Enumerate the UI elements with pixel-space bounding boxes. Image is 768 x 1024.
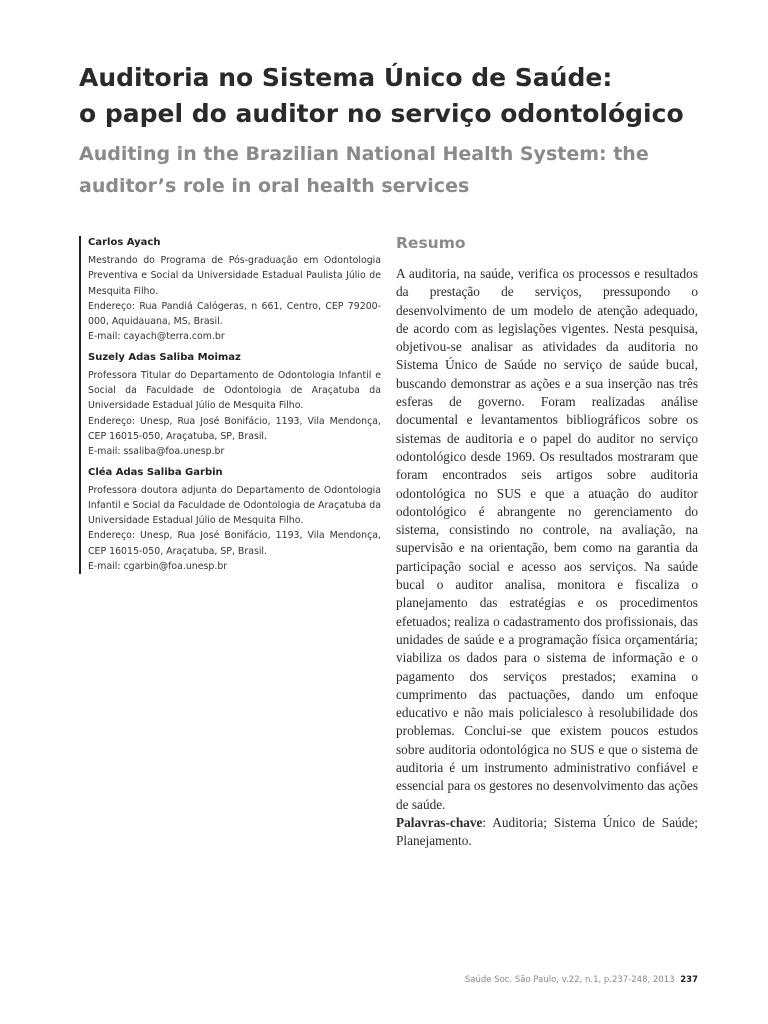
author-affiliation: Professora doutora adjunta do Departamento de Odontologia Infantil e Social da Faculdade de Odontologia de Araçatuba da Universidade Estadual Júlio de Mesquita Filho.	[88, 484, 381, 527]
title-line-2: o papel do auditor no serviço odontológico	[79, 99, 684, 128]
author-email: E-mail: cgarbin@foa.unesp.br	[88, 561, 228, 573]
author-email: E-mail: cayach@terra.com.br	[88, 331, 225, 343]
subtitle-line-2: auditor’s role in oral health services	[79, 175, 470, 197]
author-address: Endereço: Unesp, Rua José Bonifácio, 1193, Vila Mendonça, CEP 16015-050, Araçatuba, SP, Brasil.	[88, 530, 381, 557]
author-email: E-mail: ssaliba@foa.unesp.br	[88, 446, 225, 458]
journal-citation: Saúde Soc. São Paulo, v.22, n.1, p.237-248, 2013	[464, 975, 675, 985]
author-address: Endereço: Rua Pandiá Calógeras, n 661, Centro, CEP 79200-000, Aquidauana, MS, Brasil.	[88, 300, 381, 328]
author-name: Suzely Adas Saliba Moimaz	[88, 351, 241, 363]
keywords-list: : Auditoria; Sistema Único de Saúde; Planejamento.	[396, 814, 698, 849]
article-title	[79, 60, 719, 132]
author-block	[88, 466, 381, 575]
abstract-heading: Resumo	[396, 234, 466, 252]
author-address: Endereço: Unesp, Rua José Bonifácio, 1193, Vila Mendonça, CEP 16015-050, Araçatuba, SP, Brasil.	[88, 415, 381, 442]
author-block	[88, 236, 381, 345]
keywords	[396, 814, 698, 851]
keywords-label: Palavras-chave	[396, 814, 483, 830]
author-affiliation: Mestrando do Programa de Pós-graduação em Odontologia Preventiva e Social da Universidade Estadual Paulista Júlio de Mesquita Filho.	[88, 255, 381, 297]
author-name: Cléa Adas Saliba Garbin	[88, 466, 223, 478]
author-affiliations	[79, 236, 381, 574]
page-number: 237	[680, 975, 698, 985]
subtitle-line-1: Auditing in the Brazilian National Health System: the	[79, 143, 649, 165]
title-line-1: Auditoria no Sistema Único de Saúde:	[79, 63, 613, 92]
abstract	[396, 265, 698, 851]
abstract-text: A auditoria, na saúde, verifica os processos e resultados da prestação de serviços, pressupondo o desenvolvimento de um modelo de atenção adequado, de acordo com as legislações vigentes. Nesta pesquisa, objetivou-se analisar as atividades da auditoria no Sistema Único de Saúde no serviço de saúde bucal, buscando demonstrar as ações e a sua inserção nas três esferas de governo. Foram realizadas análise documental e levantamentos bibliográficos sobre os sistemas de auditoria e o papel do auditor no serviço odontológico desde 1969. Os resultados mostraram que foram encontrados seis artigos sobre auditoria odontológica no SUS e que a atuação do auditor odontológico é abrangente no gerenciamento do sistema, consistindo no controle, na avaliação, na supervisão e na orientação, bem como na garantia da participação social e acesso aos serviços. Na saúde bucal o auditor analisa, monitora e fiscaliza o planejamento das estratégias e os procedimentos efetuados; realiza o cadastramento dos profissionais, das unidades de saúde e a programação física orçamentária; viabiliza os dados para o sistema de informação e o pagamento dos serviços prestados; examina o cumprimento das pactuações, dando um enfoque educativo e não mais policialesco à resolubilidade dos problemas. Conclui-se que existem poucos estudos sobre auditoria odontológica no SUS e que o sistema de auditoria é um instrumento administrativo confiável e essencial para os gestores no desenvolvimento das ações de saúde.	[396, 266, 698, 812]
author-affiliation: Professora Titular do Departamento de Odontologia Infantil e Social da Faculdade de Odontologia de Araçatuba da Universidade Estadual Júlio de Mesquita Filho.	[88, 369, 381, 412]
author-name: Carlos Ayach	[88, 237, 161, 248]
article-subtitle-english	[79, 138, 719, 202]
author-block	[88, 351, 381, 460]
page-footer	[465, 975, 698, 985]
